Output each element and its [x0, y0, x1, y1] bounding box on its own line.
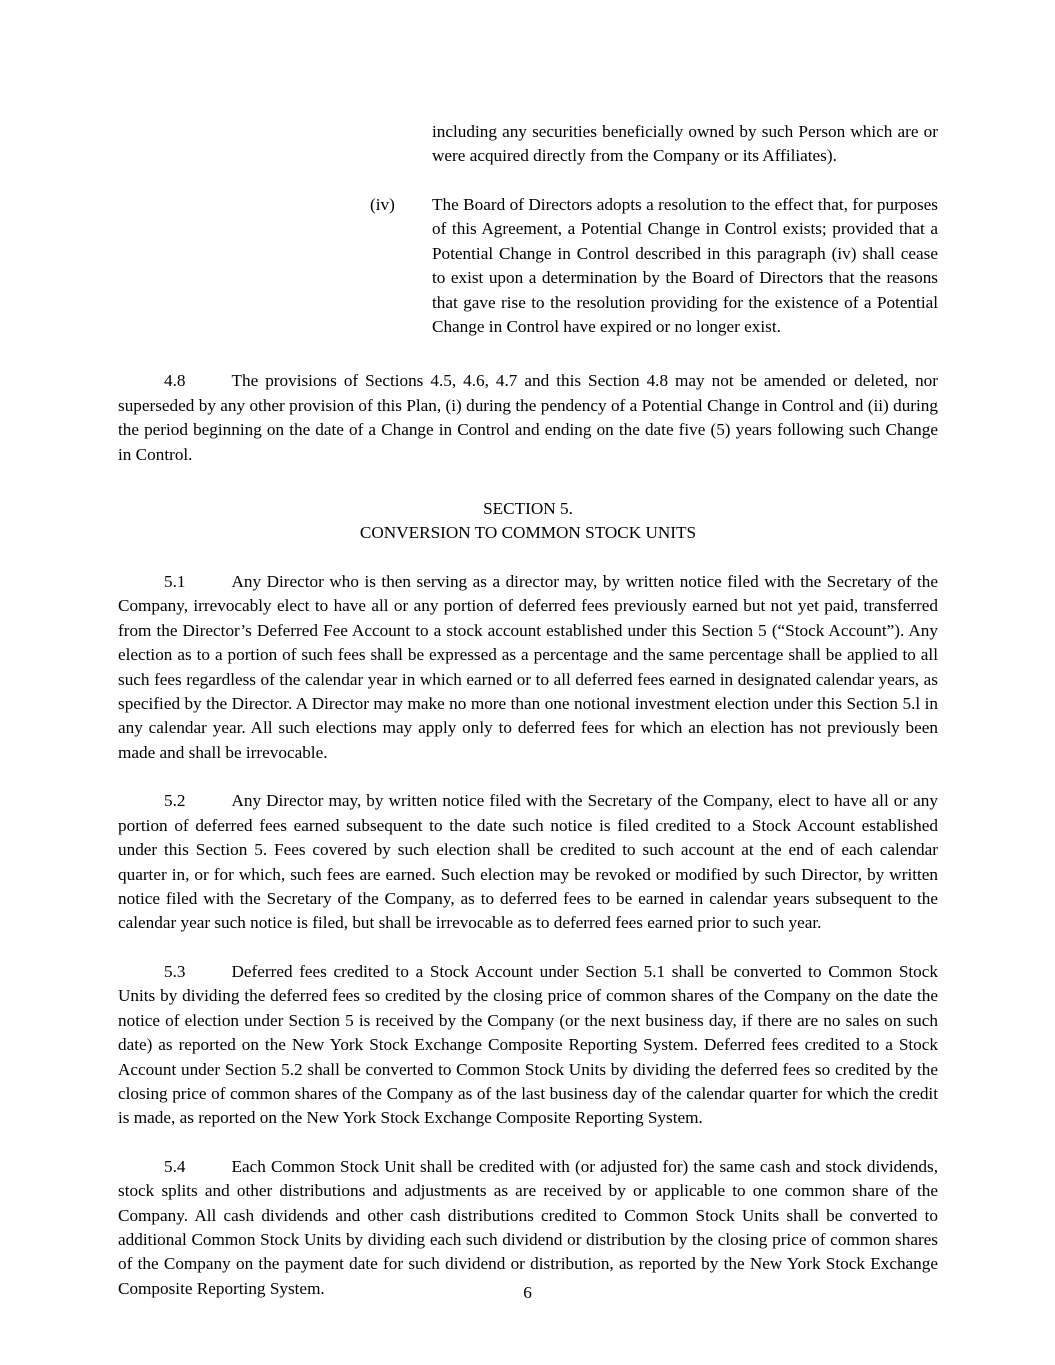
- clause-iv-text: The Board of Directors adopts a resolution to the effect that, for purposes of this Agreement, a Potential Change in Control exists; provided that a Potential Change in Control described in this paragraph (iv) shall cease to exist upon a determination by the Board of Directors that the reasons that gave rise to the resolution providing for the existence of a Potential Change in Control have expired or no longer exist.: [432, 194, 938, 336]
- section-5-2-text: Any Director may, by written notice filed with the Secretary of the Company, elect to have all or any portion of deferred fees earned subsequent to the date such notice is filed credited to a Stock Account established under this Section 5. Fees covered by such election shall be credited to such account at the end of each calendar quarter in, or for which, such fees are earned. Such election may be revoked or modified by such Director, by written notice filed with the Secretary of the Company, as to deferred fees to be earned in calendar years subsequent to the calendar year such notice is filed, but shall be irrevocable as to deferred fees earned prior to such year.: [118, 791, 938, 933]
- spacer: [118, 936, 938, 960]
- spacer: [118, 546, 938, 570]
- section-heading-line-1: SECTION 5.: [483, 499, 573, 519]
- continued-paragraph: including any securities beneficially owned by such Person which are or were acquired directly from the Company or its Affiliates).: [432, 122, 938, 166]
- spacer: [118, 467, 938, 497]
- spacer: [118, 339, 938, 369]
- section-4-8-text: The provisions of Sections 4.5, 4.6, 4.7 and this Section 4.8 may not be amended or deleted, nor superseded by any other provision of this Plan, (i) during the pendency of a Potential Change in Control and (ii) during the period beginning on the date of a Change in Control and ending on the date five (5) years following such Change in Control.: [118, 371, 938, 464]
- section-heading-line-2: CONVERSION TO COMMON STOCK UNITS: [359, 523, 697, 543]
- section-5-3-text: Deferred fees credited to a Stock Account under Section 5.1 shall be converted to Common Stock Units by dividing the deferred fees so credited by the closing price of common shares of the Company on the date the notice of election under Section 5 is received by the Company (or the next business day, if there are no sales on such date) as reported on the New York Stock Exchange Composite Reporting System. Deferred fees credited to a Stock Account under Section 5.2 shall be converted to Common Stock Units by dividing the deferred fees so credited by the closing price of common shares of the Company as of the last business day of the calendar quarter for which the credit is made, as reported on the New York Stock Exchange Composite Reporting System.: [118, 961, 938, 1128]
- section-4-8-paragraph: [118, 369, 938, 467]
- section-5-3-number: 5.3: [164, 961, 186, 981]
- section-5-4-number: 5.4: [164, 1156, 186, 1176]
- continued-paragraph-block: [432, 120, 938, 169]
- section-5-1-text: Any Director who is then serving as a director may, by written notice filed with the Secretary of the Company, irrevocably elect to have all or any portion of deferred fees previously earned but not yet paid, transferred from the Director’s Deferred Fee Account to a stock account established under this Section 5 (“Stock Account”). Any election as to a portion of such fees shall be expressed as a percentage and the same percentage shall be applied to all such fees regardless of the calendar year in which earned or to all deferred fees earned in designated calendar years, as specified by the Director. A Director may make no more than one notional investment election under this Section 5.l in any calendar year. All such elections may apply only to deferred fees for which an election has not previously been made and shall be irrevocable.: [118, 571, 938, 762]
- section-5-1-paragraph: [118, 570, 938, 765]
- section-5-4-text: Each Common Stock Unit shall be credited with (or adjusted for) the same cash and stock dividends, stock splits and other distributions and adjustments as are received by or applicable to one common share of the Company. All cash dividends and other cash distributions credited to Common Stock Units shall be converted to additional Common Stock Units by dividing each such dividend or distribution by the closing price of common shares of the Company on the payment date for such dividend or distribution, as reported by the New York Stock Exchange Composite Reporting System.: [118, 1156, 938, 1298]
- section-4-8-number: 4.8: [164, 371, 186, 391]
- section-5-2-paragraph: [118, 789, 938, 936]
- spacer: [118, 1131, 938, 1155]
- spacer: [118, 169, 938, 193]
- spacer: [118, 765, 938, 789]
- section-5-4-paragraph: [118, 1155, 938, 1302]
- section-5-3-paragraph: [118, 960, 938, 1131]
- page-number: 6: [523, 1283, 532, 1302]
- section-5-2-number: 5.2: [164, 791, 186, 811]
- document-body: [118, 120, 938, 1301]
- clause-iv-marker: (iv): [370, 194, 395, 214]
- section-5-1-number: 5.1: [164, 571, 186, 591]
- clause-iv-block: [370, 193, 938, 340]
